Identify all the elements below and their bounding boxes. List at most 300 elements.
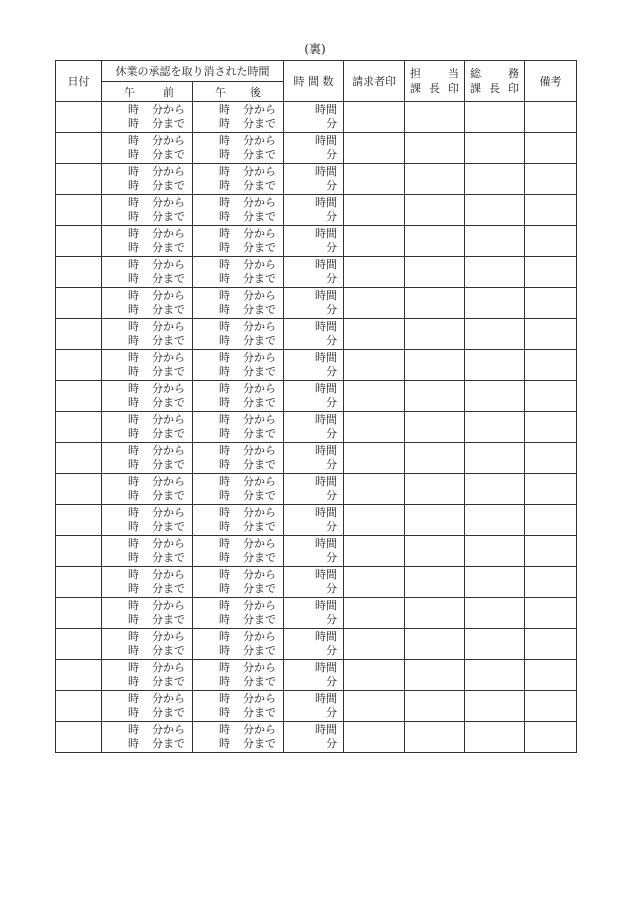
date-cell[interactable] (56, 567, 102, 598)
cell-text: 時間 (315, 722, 337, 736)
section-chief-seal-cell[interactable] (405, 195, 465, 226)
am-time-cell[interactable] (102, 505, 193, 536)
hours-cell[interactable] (284, 257, 344, 288)
cell-text: 分まで (243, 148, 276, 161)
cell-text: 分から (243, 164, 276, 178)
section-chief-seal-cell[interactable] (405, 288, 465, 319)
am-time-cell[interactable] (102, 412, 193, 443)
date-cell[interactable] (56, 474, 102, 505)
cell-text: 時 (219, 148, 230, 161)
section-chief-seal-cell[interactable] (405, 350, 465, 381)
requester-seal-cell[interactable] (344, 102, 405, 133)
cell-text: 時 (219, 117, 230, 130)
remarks-cell[interactable] (525, 350, 577, 381)
requester-seal-cell[interactable] (344, 567, 405, 598)
pm-time-cell[interactable] (193, 288, 284, 319)
cell-text: 分まで (152, 706, 185, 719)
am-time-cell[interactable] (102, 660, 193, 691)
header-date: 日付 (56, 61, 102, 102)
cell-text: 時 (128, 148, 139, 161)
remarks-cell[interactable] (525, 660, 577, 691)
section-chief-seal-cell[interactable] (405, 505, 465, 536)
pm-time-cell[interactable] (193, 660, 284, 691)
section-chief-seal-cell[interactable] (405, 102, 465, 133)
cell-text: 時 (128, 737, 139, 750)
general-affairs-seal-cell[interactable] (465, 381, 525, 412)
cell-text: 時 (219, 660, 230, 674)
general-affairs-seal-cell[interactable] (465, 567, 525, 598)
cell-text: 分まで (243, 117, 276, 130)
am-time-cell[interactable] (102, 567, 193, 598)
remarks-cell[interactable] (525, 102, 577, 133)
cell-text: 時 (219, 520, 230, 533)
cell-text: 時 (128, 582, 139, 595)
am-time-cell[interactable] (102, 443, 193, 474)
cell-text: 分まで (243, 303, 276, 316)
cell-text: 時 (128, 241, 139, 254)
section-chief-seal-cell[interactable] (405, 598, 465, 629)
cell-text: 分まで (152, 334, 185, 347)
remarks-cell[interactable] (525, 288, 577, 319)
general-affairs-seal-cell[interactable] (465, 319, 525, 350)
remarks-cell[interactable] (525, 381, 577, 412)
hours-cell[interactable] (284, 722, 344, 753)
general-affairs-seal-cell[interactable] (465, 660, 525, 691)
date-cell[interactable] (56, 319, 102, 350)
am-time-cell[interactable] (102, 195, 193, 226)
date-cell[interactable] (56, 226, 102, 257)
cell-text: 分から (152, 350, 185, 364)
cell-text: 分 (326, 210, 337, 223)
hours-cell[interactable] (284, 536, 344, 567)
pm-time-cell[interactable] (193, 598, 284, 629)
table-row (56, 474, 577, 505)
requester-seal-cell[interactable] (344, 257, 405, 288)
hours-cell[interactable] (284, 164, 344, 195)
cell-text: 時 (219, 179, 230, 192)
cell-text: 時 (128, 536, 139, 550)
section-chief-seal-cell[interactable] (405, 164, 465, 195)
remarks-cell[interactable] (525, 722, 577, 753)
cell-text: 時間 (315, 257, 337, 271)
table-row (56, 505, 577, 536)
date-cell[interactable] (56, 164, 102, 195)
remarks-cell[interactable] (525, 536, 577, 567)
cell-text: 分まで (152, 210, 185, 223)
am-time-cell[interactable] (102, 133, 193, 164)
header-hours: 時 間 数 (284, 61, 344, 102)
pm-time-cell[interactable] (193, 691, 284, 722)
general-affairs-seal-cell[interactable] (465, 443, 525, 474)
am-time-cell[interactable] (102, 691, 193, 722)
hours-cell[interactable] (284, 319, 344, 350)
hours-cell[interactable] (284, 691, 344, 722)
cell-text: 時 (128, 102, 139, 116)
pm-time-cell[interactable] (193, 412, 284, 443)
cell-text: 時 (219, 489, 230, 502)
requester-seal-cell[interactable] (344, 536, 405, 567)
date-cell[interactable] (56, 505, 102, 536)
date-cell[interactable] (56, 102, 102, 133)
cell-text: 時 (128, 195, 139, 209)
date-cell[interactable] (56, 257, 102, 288)
hours-cell[interactable] (284, 195, 344, 226)
cell-text: 分から (152, 133, 185, 147)
requester-seal-cell[interactable] (344, 660, 405, 691)
cell-text: 分 (326, 179, 337, 192)
general-affairs-seal-cell[interactable] (465, 474, 525, 505)
remarks-cell[interactable] (525, 133, 577, 164)
hours-cell[interactable] (284, 226, 344, 257)
cell-text: 分 (326, 241, 337, 254)
section-chief-seal-cell[interactable] (405, 381, 465, 412)
cell-text: 分から (152, 722, 185, 736)
cell-text: 時 (128, 675, 139, 688)
remarks-cell[interactable] (525, 474, 577, 505)
date-cell[interactable] (56, 660, 102, 691)
general-affairs-seal-cell[interactable] (465, 412, 525, 443)
cell-text: 分まで (243, 334, 276, 347)
cell-text: 分から (243, 195, 276, 209)
general-affairs-seal-cell[interactable] (465, 195, 525, 226)
pm-time-cell[interactable] (193, 381, 284, 412)
header-text: 長 (429, 82, 440, 95)
hours-cell[interactable] (284, 133, 344, 164)
header-text: 長 (489, 82, 500, 95)
cell-text: 分まで (152, 179, 185, 192)
cell-text: 時 (219, 210, 230, 223)
hours-cell[interactable] (284, 567, 344, 598)
requester-seal-cell[interactable] (344, 722, 405, 753)
table-row (56, 567, 577, 598)
general-affairs-seal-cell[interactable] (465, 133, 525, 164)
cell-text: 分まで (152, 613, 185, 626)
general-affairs-seal-cell[interactable] (465, 691, 525, 722)
general-affairs-seal-cell[interactable] (465, 536, 525, 567)
cell-text: 時 (128, 706, 139, 719)
cell-text: 時 (219, 474, 230, 488)
cell-text: 時 (128, 412, 139, 426)
requester-seal-cell[interactable] (344, 474, 405, 505)
cell-text: 時 (219, 598, 230, 612)
cell-text: 分から (243, 226, 276, 240)
section-chief-seal-cell[interactable] (405, 133, 465, 164)
cell-text: 分から (152, 567, 185, 581)
header-text: 総 (470, 67, 481, 80)
cell-text: 分まで (243, 179, 276, 192)
header-text: 印 (508, 82, 519, 95)
hours-cell[interactable] (284, 288, 344, 319)
cell-text: 分から (243, 536, 276, 550)
date-cell[interactable] (56, 598, 102, 629)
requester-seal-cell[interactable] (344, 226, 405, 257)
hours-cell[interactable] (284, 443, 344, 474)
date-cell[interactable] (56, 536, 102, 567)
remarks-cell[interactable] (525, 164, 577, 195)
cell-text: 時 (219, 334, 230, 347)
cell-text: 時 (128, 629, 139, 643)
am-time-cell[interactable] (102, 536, 193, 567)
general-affairs-seal-cell[interactable] (465, 722, 525, 753)
general-affairs-seal-cell[interactable] (465, 350, 525, 381)
am-time-cell[interactable] (102, 226, 193, 257)
am-time-cell[interactable] (102, 164, 193, 195)
cell-text: 分から (243, 443, 276, 457)
remarks-cell[interactable] (525, 567, 577, 598)
remarks-cell[interactable] (525, 257, 577, 288)
cell-text: 時間 (315, 319, 337, 333)
header-text: 印 (448, 82, 459, 95)
header-cancelled-time: 休業の承認を取り消された時間 (102, 61, 284, 82)
table-row (56, 319, 577, 350)
cell-text: 分まで (152, 303, 185, 316)
cell-text: 分から (243, 350, 276, 364)
requester-seal-cell[interactable] (344, 319, 405, 350)
date-cell[interactable] (56, 350, 102, 381)
cell-text: 分 (326, 303, 337, 316)
table-row (56, 164, 577, 195)
section-chief-seal-cell[interactable] (405, 412, 465, 443)
pm-time-cell[interactable] (193, 319, 284, 350)
pm-time-cell[interactable] (193, 195, 284, 226)
cell-text: 時 (128, 381, 139, 395)
general-affairs-seal-cell[interactable] (465, 164, 525, 195)
cell-text: 時間 (315, 164, 337, 178)
date-cell[interactable] (56, 288, 102, 319)
cell-text: 分 (326, 644, 337, 657)
cell-text: 時 (128, 567, 139, 581)
cell-text: 時間 (315, 195, 337, 209)
hours-cell[interactable] (284, 629, 344, 660)
cell-text: 分 (326, 272, 337, 285)
cell-text: 分 (326, 613, 337, 626)
date-cell[interactable] (56, 412, 102, 443)
cell-text: 分まで (152, 148, 185, 161)
cell-text: 時 (128, 458, 139, 471)
requester-seal-cell[interactable] (344, 691, 405, 722)
cell-text: 分まで (243, 210, 276, 223)
cell-text: 分まで (152, 644, 185, 657)
section-chief-seal-cell[interactable] (405, 722, 465, 753)
cell-text: 分まで (243, 241, 276, 254)
pm-time-cell[interactable] (193, 567, 284, 598)
cell-text: 分から (243, 288, 276, 302)
pm-time-cell[interactable] (193, 102, 284, 133)
am-time-cell[interactable] (102, 474, 193, 505)
section-chief-seal-cell[interactable] (405, 691, 465, 722)
pm-time-cell[interactable] (193, 133, 284, 164)
cell-text: 分から (152, 536, 185, 550)
general-affairs-seal-cell[interactable] (465, 505, 525, 536)
cell-text: 時 (219, 396, 230, 409)
requester-seal-cell[interactable] (344, 288, 405, 319)
am-time-cell[interactable] (102, 722, 193, 753)
cell-text: 分まで (243, 458, 276, 471)
cell-text: 時 (219, 133, 230, 147)
cell-text: 分まで (152, 427, 185, 440)
cell-text: 時 (128, 133, 139, 147)
cell-text: 分から (243, 629, 276, 643)
cell-text: 時 (128, 660, 139, 674)
cell-text: 時 (128, 334, 139, 347)
cell-text: 分まで (243, 365, 276, 378)
general-affairs-seal-cell[interactable] (465, 288, 525, 319)
cell-text: 時 (128, 303, 139, 316)
section-chief-seal-cell[interactable] (405, 474, 465, 505)
section-chief-seal-cell[interactable] (405, 226, 465, 257)
cell-text: 分 (326, 582, 337, 595)
remarks-cell[interactable] (525, 598, 577, 629)
cell-text: 分から (243, 505, 276, 519)
cell-text: 時 (128, 644, 139, 657)
cell-text: 分から (152, 102, 185, 116)
section-chief-seal-cell[interactable] (405, 443, 465, 474)
cell-text: 分まで (243, 272, 276, 285)
remarks-cell[interactable] (525, 505, 577, 536)
requester-seal-cell[interactable] (344, 350, 405, 381)
pm-time-cell[interactable] (193, 226, 284, 257)
hours-cell[interactable] (284, 350, 344, 381)
cell-text: 分 (326, 551, 337, 564)
general-affairs-seal-cell[interactable] (465, 102, 525, 133)
cell-text: 時 (128, 257, 139, 271)
requester-seal-cell[interactable] (344, 164, 405, 195)
hours-cell[interactable] (284, 505, 344, 536)
general-affairs-seal-cell[interactable] (465, 257, 525, 288)
cell-text: 分 (326, 737, 337, 750)
cell-text: 時 (219, 675, 230, 688)
page-title: (裏) (304, 42, 326, 56)
remarks-cell[interactable] (525, 412, 577, 443)
cell-text: 時 (128, 722, 139, 736)
requester-seal-cell[interactable] (344, 629, 405, 660)
requester-seal-cell[interactable] (344, 381, 405, 412)
hours-cell[interactable] (284, 381, 344, 412)
cell-text: 時 (219, 443, 230, 457)
general-affairs-seal-cell[interactable] (465, 226, 525, 257)
remarks-cell[interactable] (525, 319, 577, 350)
cell-text: 時 (219, 458, 230, 471)
cell-text: 分まで (152, 675, 185, 688)
general-affairs-seal-cell[interactable] (465, 629, 525, 660)
cancellation-record-table (55, 60, 577, 753)
remarks-cell[interactable] (525, 226, 577, 257)
remarks-cell[interactable] (525, 691, 577, 722)
header-general-affairs-seal (465, 61, 525, 102)
pm-time-cell[interactable] (193, 443, 284, 474)
table-row (56, 443, 577, 474)
cell-text: 時 (128, 365, 139, 378)
cell-text: 時 (219, 412, 230, 426)
am-time-cell[interactable] (102, 598, 193, 629)
am-time-cell[interactable] (102, 102, 193, 133)
table-row (56, 629, 577, 660)
header-text: 午 (124, 85, 135, 99)
section-chief-seal-cell[interactable] (405, 660, 465, 691)
cell-text: 分から (152, 443, 185, 457)
am-time-cell[interactable] (102, 381, 193, 412)
date-cell[interactable] (56, 629, 102, 660)
section-chief-seal-cell[interactable] (405, 567, 465, 598)
date-cell[interactable] (56, 722, 102, 753)
table-row (56, 257, 577, 288)
pm-time-cell[interactable] (193, 350, 284, 381)
hours-cell[interactable] (284, 102, 344, 133)
cell-text: 分から (152, 226, 185, 240)
cell-text: 分 (326, 427, 337, 440)
cell-text: 時 (219, 350, 230, 364)
cell-text: 分 (326, 458, 337, 471)
section-chief-seal-cell[interactable] (405, 319, 465, 350)
date-cell[interactable] (56, 443, 102, 474)
cell-text: 分から (152, 660, 185, 674)
date-cell[interactable] (56, 691, 102, 722)
cell-text: 分まで (152, 520, 185, 533)
header-text: 担 (410, 67, 421, 80)
pm-time-cell[interactable] (193, 722, 284, 753)
general-affairs-seal-cell[interactable] (465, 598, 525, 629)
section-chief-seal-cell[interactable] (405, 257, 465, 288)
date-cell[interactable] (56, 133, 102, 164)
hours-cell[interactable] (284, 598, 344, 629)
requester-seal-cell[interactable] (344, 195, 405, 226)
table-row (56, 350, 577, 381)
pm-time-cell[interactable] (193, 505, 284, 536)
am-time-cell[interactable] (102, 288, 193, 319)
cell-text: 時 (128, 520, 139, 533)
requester-seal-cell[interactable] (344, 598, 405, 629)
requester-seal-cell[interactable] (344, 443, 405, 474)
hours-cell[interactable] (284, 660, 344, 691)
pm-time-cell[interactable] (193, 474, 284, 505)
cell-text: 分まで (243, 613, 276, 626)
date-cell[interactable] (56, 195, 102, 226)
am-time-cell[interactable] (102, 350, 193, 381)
am-time-cell[interactable] (102, 629, 193, 660)
cell-text: 時間 (315, 536, 337, 550)
cell-text: 分 (326, 706, 337, 719)
table-row (56, 102, 577, 133)
cell-text: 時 (219, 272, 230, 285)
section-chief-seal-cell[interactable] (405, 629, 465, 660)
am-time-cell[interactable] (102, 257, 193, 288)
requester-seal-cell[interactable] (344, 133, 405, 164)
remarks-cell[interactable] (525, 629, 577, 660)
cell-text: 分から (243, 691, 276, 705)
cell-text: 分から (152, 412, 185, 426)
requester-seal-cell[interactable] (344, 505, 405, 536)
header-text: 午 (215, 85, 226, 99)
date-cell[interactable] (56, 381, 102, 412)
cell-text: 分 (326, 675, 337, 688)
remarks-cell[interactable] (525, 443, 577, 474)
hours-cell[interactable] (284, 474, 344, 505)
pm-time-cell[interactable] (193, 164, 284, 195)
cell-text: 時 (128, 226, 139, 240)
section-chief-seal-cell[interactable] (405, 536, 465, 567)
header-text: 課 (410, 82, 421, 95)
hours-cell[interactable] (284, 412, 344, 443)
cell-text: 時 (219, 102, 230, 116)
pm-time-cell[interactable] (193, 629, 284, 660)
pm-time-cell[interactable] (193, 536, 284, 567)
pm-time-cell[interactable] (193, 257, 284, 288)
remarks-cell[interactable] (525, 195, 577, 226)
am-time-cell[interactable] (102, 319, 193, 350)
header-text: 当 (448, 67, 459, 80)
cell-text: 分 (326, 334, 337, 347)
requester-seal-cell[interactable] (344, 412, 405, 443)
